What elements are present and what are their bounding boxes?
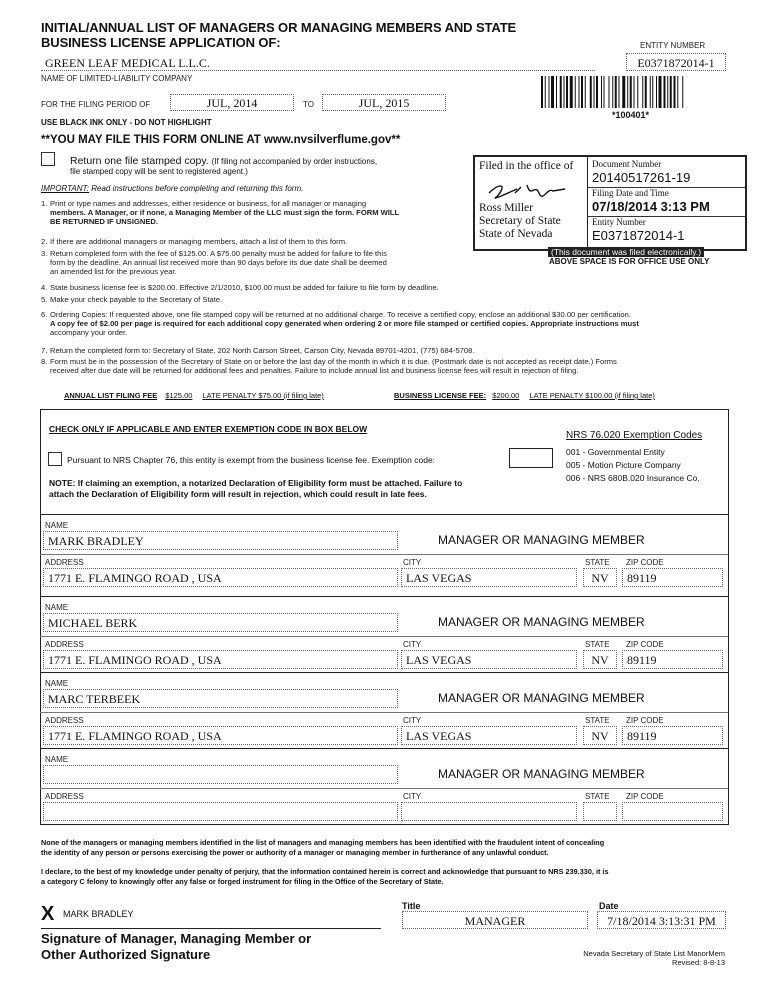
filing-date-value: 07/18/2014 3:13 PM [592,199,710,214]
important-note [41,184,303,193]
barcode-bar [604,76,605,108]
manager-role-heading: MANAGER OR MANAGING MEMBER [438,691,645,705]
entity-number-stamp-label: Entity Number [592,217,646,227]
instruction-item [41,249,387,277]
form-footer-1: Nevada Secretary of State List ManorMem [583,949,725,958]
exemption-codes-title: NRS 76.020 Exemption Codes [566,430,703,441]
address-label: ADDRESS [45,716,84,725]
zip-label: ZIP CODE [626,716,664,725]
legal-para-2: I declare, to the best of my knowledge under penalty of perjury, that the information contained herein is correct and acknowledge that pursuant to NRS 239.330, it is a category C felony to knowingly offer any false or forged instrument for filing in the Office of the Secretary of State. [41,867,609,886]
entity-number-label: ENTITY NUMBER [640,41,706,50]
filed-stamp [473,155,747,251]
barcode-number: *100401* [612,110,650,120]
manager-role-heading: MANAGER OR MANAGING MEMBER [438,615,645,629]
manager-zip-field[interactable] [622,802,723,821]
barcode-bar [579,76,580,108]
company-name-label: NAME OF LIMITED-LIABILITY COMPANY [41,74,193,83]
manager-name-field[interactable]: MARC TERBEEK [43,689,398,708]
ink-note: USE BLACK INK ONLY - DO NOT HIGHLIGHT [41,118,212,127]
barcode-bar [585,76,586,108]
instruction-line: Return completed form with the fee of $125.00. A $75.00 penalty must be added for failure to file this [50,249,387,258]
manager-state-field[interactable]: NV [583,726,617,745]
form-footer-2: Revised: 8-8-13 [672,958,725,967]
manager-city-field[interactable] [401,802,577,821]
instruction-item [41,199,399,227]
office-use-note: ABOVE SPACE IS FOR OFFICE USE ONLY [549,257,710,266]
annual-fee-value: $125.00 [165,391,193,400]
exemption-checkbox[interactable] [48,452,62,466]
barcode-bar [652,76,653,108]
barcode-bar [615,76,617,108]
secretary-name: Ross Miller [479,202,533,214]
barcode-bar [642,76,643,108]
barcode-bar [682,76,683,108]
barcode-bar [637,76,638,108]
barcode-bar [556,76,557,108]
barcode-bar [674,76,676,108]
city-label: CITY [403,716,422,725]
name-label: NAME [45,679,69,688]
exemption-code-input[interactable] [509,448,553,468]
return-copy-label: Return one file stamped copy. [70,155,209,167]
manager-city-field[interactable]: LAS VEGAS [401,568,577,587]
date-label: Date [599,901,619,911]
name-label: NAME [45,521,69,530]
important-text: Read instructions before completing and returning this form. [91,184,304,193]
manager-address-field[interactable]: 1771 E. FLAMINGO ROAD , USA [43,726,398,745]
instruction-line: If there are additional managers or managing members, attach a list of them to this form. [50,237,348,246]
instruction-line: Ordering Copies: If requested above, one file stamped copy will be returned at no additional charge. To receive a certified copy, enclose an additional $30.00 per certification. [50,310,631,319]
state-label: STATE [585,640,610,649]
manager-city-field[interactable]: LAS VEGAS [401,726,577,745]
form-title-line2: BUSINESS LICENSE APPLICATION OF: [41,35,281,50]
name-label: NAME [45,755,69,764]
address-label: ADDRESS [45,792,84,801]
barcode-bar [650,76,651,108]
instruction-item [41,237,347,246]
barcode-bar [541,76,543,108]
secretary-block [479,202,561,241]
barcode-bar [564,76,565,108]
exemption-heading: CHECK ONLY IF APPLICABLE AND ENTER EXEMPTION CODE IN BOX BELOW [49,424,368,434]
return-copy-checkbox[interactable] [41,152,55,166]
city-label: CITY [403,558,422,567]
barcode-bar [566,76,568,108]
barcode-bar [656,76,657,108]
annual-penalty: LATE PENALTY $75.00 (if filing late) [202,391,324,400]
return-copy-note-2: file stamped copy will be sent to registered agent.) [70,167,248,176]
barcode-bar [551,76,554,108]
annual-fee-line [64,391,324,400]
license-fee-value: $200.00 [492,391,520,400]
filing-from-field[interactable]: JUL, 2014 [170,94,294,111]
address-label: ADDRESS [45,558,84,567]
annual-fee-label: ANNUAL LIST FILING FEE [64,391,158,400]
exemption-codes-list [566,446,700,485]
secretary-title: Secretary of State [479,215,561,227]
instruction-item [41,357,617,375]
doc-number: 20140517261-19 [592,170,691,185]
exemption-code-005: 005 - Motion Picture Company [566,460,681,470]
license-fee-label: BUSINESS LICENSE FEE: [394,391,487,400]
barcode-bar [634,76,635,108]
barcode-bar [609,76,610,108]
signature-x-mark: X [41,903,55,925]
important-label: IMPORTANT: [41,184,89,193]
instruction-number: 1. [41,199,48,208]
entity-number-field[interactable]: E0371872014-1 [626,53,726,71]
manager-address-field[interactable]: 1771 E. FLAMINGO ROAD , USA [43,650,398,669]
exemption-code-006: 006 - NRS 680B.020 Insurance Co. [566,473,700,483]
to-label: TO [303,100,314,109]
instruction-line: Make your check payable to the Secretary of State. [50,295,223,304]
address-label: ADDRESS [45,640,84,649]
barcode-bar [619,76,620,108]
barcode-bar [659,76,662,108]
filing-to-field[interactable]: JUL, 2015 [322,94,446,111]
name-label: NAME [45,603,69,612]
manager-zip-field[interactable]: 89119 [622,726,723,745]
title-field[interactable]: MANAGER [402,911,588,929]
form-footer [559,949,725,967]
barcode-bar [627,76,628,108]
city-label: CITY [403,640,422,649]
barcode-bar [677,76,678,108]
barcode [541,76,727,108]
instruction-line: an amended list for the previous year. [50,267,177,277]
doc-number-label: Document Number [592,159,662,169]
filed-in-office: Filed in the office of [479,160,574,172]
barcode-bar [612,76,613,108]
license-fee-line [394,391,655,400]
manager-name-field[interactable] [43,765,398,784]
zip-label: ZIP CODE [626,640,664,649]
instruction-line: received after due date will be returned for additional fees and penalties. Failure to include annual list and business license fees will result in rejection of filing. [50,366,579,376]
online-note: **YOU MAY FILE THIS FORM ONLINE AT www.nvsilverflume.gov** [41,134,401,146]
manager-zip-field[interactable]: 89119 [622,650,723,669]
manager-state-field[interactable]: NV [583,650,617,669]
instruction-number: 4. [41,283,48,292]
title-label: Title [402,901,421,911]
manager-name-field[interactable]: MARK BRADLEY [43,531,398,550]
form-title-line1: INITIAL/ANNUAL LIST OF MANAGERS OR MANAGING MEMBERS AND STATE [41,20,517,35]
instruction-line: BE RETURNED IF UNSIGNED. [50,217,159,227]
barcode-bar [590,76,592,108]
instruction-number: 3. [41,249,48,258]
instruction-number: 7. [41,346,48,355]
barcode-bar [581,76,583,108]
manager-name-field[interactable]: MICHAEL BERK [43,613,398,632]
secretary-signature [487,179,567,201]
instruction-item [41,295,222,304]
company-name-field[interactable]: GREEN LEAF MEDICAL L.L.C. [41,55,595,71]
instruction-number: 8. [41,357,48,366]
city-label: CITY [403,792,422,801]
exemption-code-001: 001 - Governmental Entity [566,447,665,457]
barcode-bar [560,76,562,108]
manager-address-field[interactable]: 1771 E. FLAMINGO ROAD , USA [43,568,398,587]
instruction-item [41,283,439,292]
electronic-note: (This document was filed electronically.) [548,247,704,257]
barcode-bar [601,76,602,108]
barcode-bar [545,76,546,108]
state-label: STATE [585,792,610,801]
zip-label: ZIP CODE [626,792,664,801]
barcode-bar [575,76,576,108]
return-copy-note-1: (If filing not accompanied by order instructions, [211,157,378,166]
legal-para-1: None of the managers or managing members identified in the list of managers and managing members has been identified with the fraudulent intent of concealing the identity of any person or persons exercising the power or authority of a manager or managing member in furtherance of any unlawful conduct. [41,838,605,857]
manager-address-field[interactable] [43,802,398,821]
zip-label: ZIP CODE [626,558,664,567]
return-copy-text [70,155,377,167]
signer-name[interactable]: MARK BRADLEY [63,909,134,919]
exemption-note-2: attach the Declaration of Eligibility form will result in rejection, which could result in late fees. [49,489,427,499]
instruction-line: State business license fee is $200.00. Effective 2/1/2010, $100.00 must be added for failure to file form by deadline. [50,283,439,292]
instruction-line: Form must be in the possession of the Secretary of State on or before the last day of the month in which it is due. (Postmark date is not accepted as receipt date.) Forms [50,357,617,366]
barcode-bar [594,76,595,108]
instruction-number: 6. [41,310,48,319]
barcode-bar [622,76,625,108]
manager-role-heading: MANAGER OR MANAGING MEMBER [438,767,645,781]
instruction-number: 5. [41,295,48,304]
license-penalty: LATE PENALTY $100.00 (if filing late) [529,391,655,400]
state-label: STATE [585,558,610,567]
filing-date-label: Filing Date and Time [592,188,669,198]
signature-caption: Signature of Manager, Managing Member or Other Authorized Signature [41,931,312,962]
instruction-line: A copy fee of $2.00 per page is required for each additional copy generated when ordering 2 or more file stamped or certified copies. Appropriate instructions must [50,319,639,329]
state-label: STATE [585,716,610,725]
barcode-bar [645,76,647,108]
barcode-bar [670,76,672,108]
instruction-line: form by the deadline. An annual list received more than 90 days before its due date shall be deemed [50,258,387,268]
barcode-bar [630,76,632,108]
instruction-item [41,346,475,355]
manager-city-field[interactable]: LAS VEGAS [401,650,577,669]
instruction-item [41,310,639,338]
instruction-line: Return the completed form to: Secretary of State, 202 North Carson Street, Carson City, Nevada 89701-4201, (775) 684-5708. [50,346,475,355]
manager-state-field[interactable] [583,802,617,821]
state-name: State of Nevada [479,228,553,240]
manager-state-field[interactable]: NV [583,568,617,587]
barcode-bar [570,76,573,108]
manager-role-heading: MANAGER OR MANAGING MEMBER [438,533,645,547]
instruction-line: accompany your order. [50,328,128,338]
barcode-bar [596,76,598,108]
manager-zip-field[interactable]: 89119 [622,568,723,587]
exemption-pursuant: Pursuant to NRS Chapter 76, this entity is exempt from the business license fee. Exemption code: [67,455,436,465]
instruction-number: 2. [41,237,48,246]
instruction-line: Print or type names and addresses, either residence or business, for all manager or managing [50,199,367,208]
exemption-note-1: NOTE: If claiming an exemption, a notarized Declaration of Eligibility form must be attached. Failure to [49,478,463,488]
entity-number-stamp: E0371872014-1 [592,228,685,243]
filing-period-label: FOR THE FILING PERIOD OF [41,100,151,109]
instruction-line: members. A Manager, or if none, a Managing Member of the LLC must sign the form. FORM WILL [50,208,400,218]
barcode-bar [549,76,550,108]
barcode-bar [667,76,668,108]
date-field[interactable]: 7/18/2014 3:13:31 PM [597,911,726,929]
barcode-bar [664,76,666,108]
